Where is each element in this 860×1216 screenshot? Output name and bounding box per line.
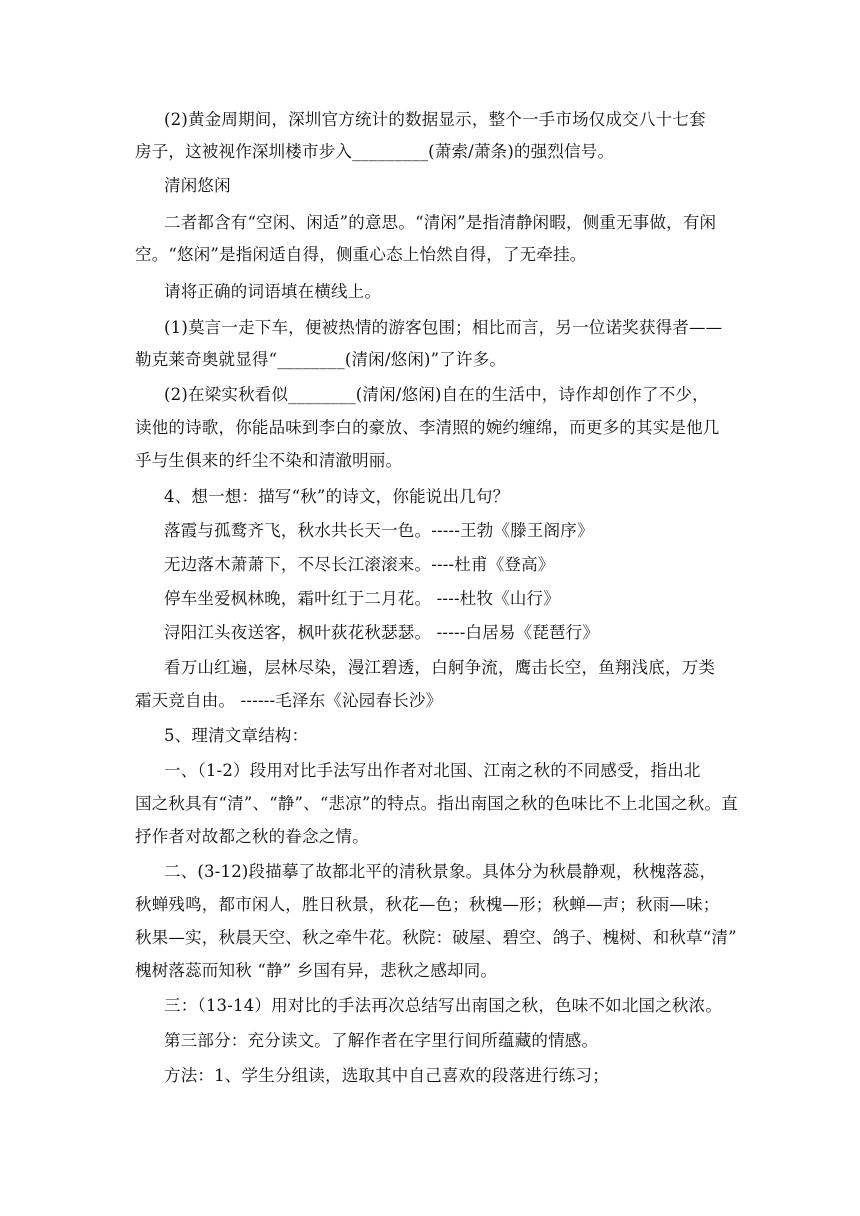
text-line: 空。“悠闲”是指闲适自得，侧重心态上怡然自得，了无牵挂。 bbox=[135, 245, 587, 264]
text-line: 读他的诗歌，你能品味到李白的豪放、李清照的婉约缠绵，而更多的其实是他几 bbox=[135, 418, 720, 437]
text-line: 方法：1、学生分组读，选取其中自己喜欢的段落进行练习； bbox=[164, 1066, 609, 1085]
text-line: (1)莫言一走下车，便被热情的游客包围；相比而言，另一位诺奖获得者—— bbox=[164, 318, 723, 337]
text-line: 乎与生俱来的纤尘不染和清澈明丽。 bbox=[135, 451, 403, 470]
poem-line: 停车坐爱枫林晚，霜叶红于二月花。 ----杜牧《山行》 bbox=[164, 589, 560, 608]
text-line: 勒克莱奇奥就显得“________(清闲/悠闲)”了许多。 bbox=[135, 350, 507, 369]
text-line: 国之秋具有“清”、“静”、“悲凉”的特点。指出南国之秋的色味比不上北国之秋。直 bbox=[135, 794, 738, 813]
text-line: (2)黄金周期间，深圳官方统计的数据显示，整个一手市场仅成交八十七套 bbox=[164, 110, 706, 129]
text-line: 一、（1-2）段用对比手法写出作者对北国、江南之秋的不同感受，指出北 bbox=[164, 761, 701, 780]
text-line: 秋蝉残鸣，都市闲人，胜日秋景，秋花—色；秋槐—形；秋蝉—声；秋雨—味； bbox=[135, 895, 720, 914]
section-heading: 清闲悠闲 bbox=[164, 176, 231, 195]
text-line: 二、(3-12)段描摹了故都北平的清秋景象。具体分为秋晨静观，秋槐落蕊， bbox=[164, 862, 717, 881]
poem-line: 落霞与孤鹜齐飞，秋水共长天一色。-----王勃《滕王阁序》 bbox=[164, 521, 594, 540]
text-line: 抒作者对故都之秋的眷念之情。 bbox=[135, 827, 369, 846]
text-line: 第三部分：充分读文。了解作者在字里行间所蕴藏的情感。 bbox=[164, 1031, 599, 1050]
text-line: 秋果—实，秋晨天空、秋之牵牛花。秋院：破屋、碧空、鸽子、槐树、和秋草“清” bbox=[135, 928, 737, 947]
text-line: (2)在梁实秋看似________(清闲/悠闲)自在的生活中，诗作却创作了不少， bbox=[164, 385, 709, 404]
poem-line: 霜天竞自由。 ------毛泽东《沁园春长沙》 bbox=[135, 691, 443, 710]
text-line: 二者都含有“空闲、闲适”的意思。“清闲”是指清静闲暇，侧重无事做，有闲 bbox=[164, 213, 717, 232]
poem-line: 看万山红遍，层林尽染，漫江碧透，白舸争流，鹰击长空，鱼翔浅底，万类 bbox=[164, 658, 716, 677]
section-heading: 4、想一想：描写“秋”的诗文，你能说出几句？ bbox=[164, 487, 510, 506]
text-line: 请将正确的词语填在横线上。 bbox=[164, 282, 382, 301]
poem-line: 无边落木萧萧下，不尽长江滚滚来。----杜甫《登高》 bbox=[164, 555, 555, 574]
text-line: 三：（13-14）用对比的手法再次总结写出南国之秋，色味不如北国之秋浓。 bbox=[164, 996, 723, 1015]
section-heading: 5、理清文章结构： bbox=[164, 726, 309, 745]
text-line: 房子，这被视作深圳楼市步入_________(萧索/萧条)的强烈信号。 bbox=[135, 142, 615, 161]
poem-line: 浔阳江头夜送客，枫叶荻花秋瑟瑟。 -----白居易《琵琶行》 bbox=[164, 623, 600, 642]
text-line: 槐树落蕊而知秋 “静” 乡国有异，悲秋之感却同。 bbox=[135, 961, 498, 980]
